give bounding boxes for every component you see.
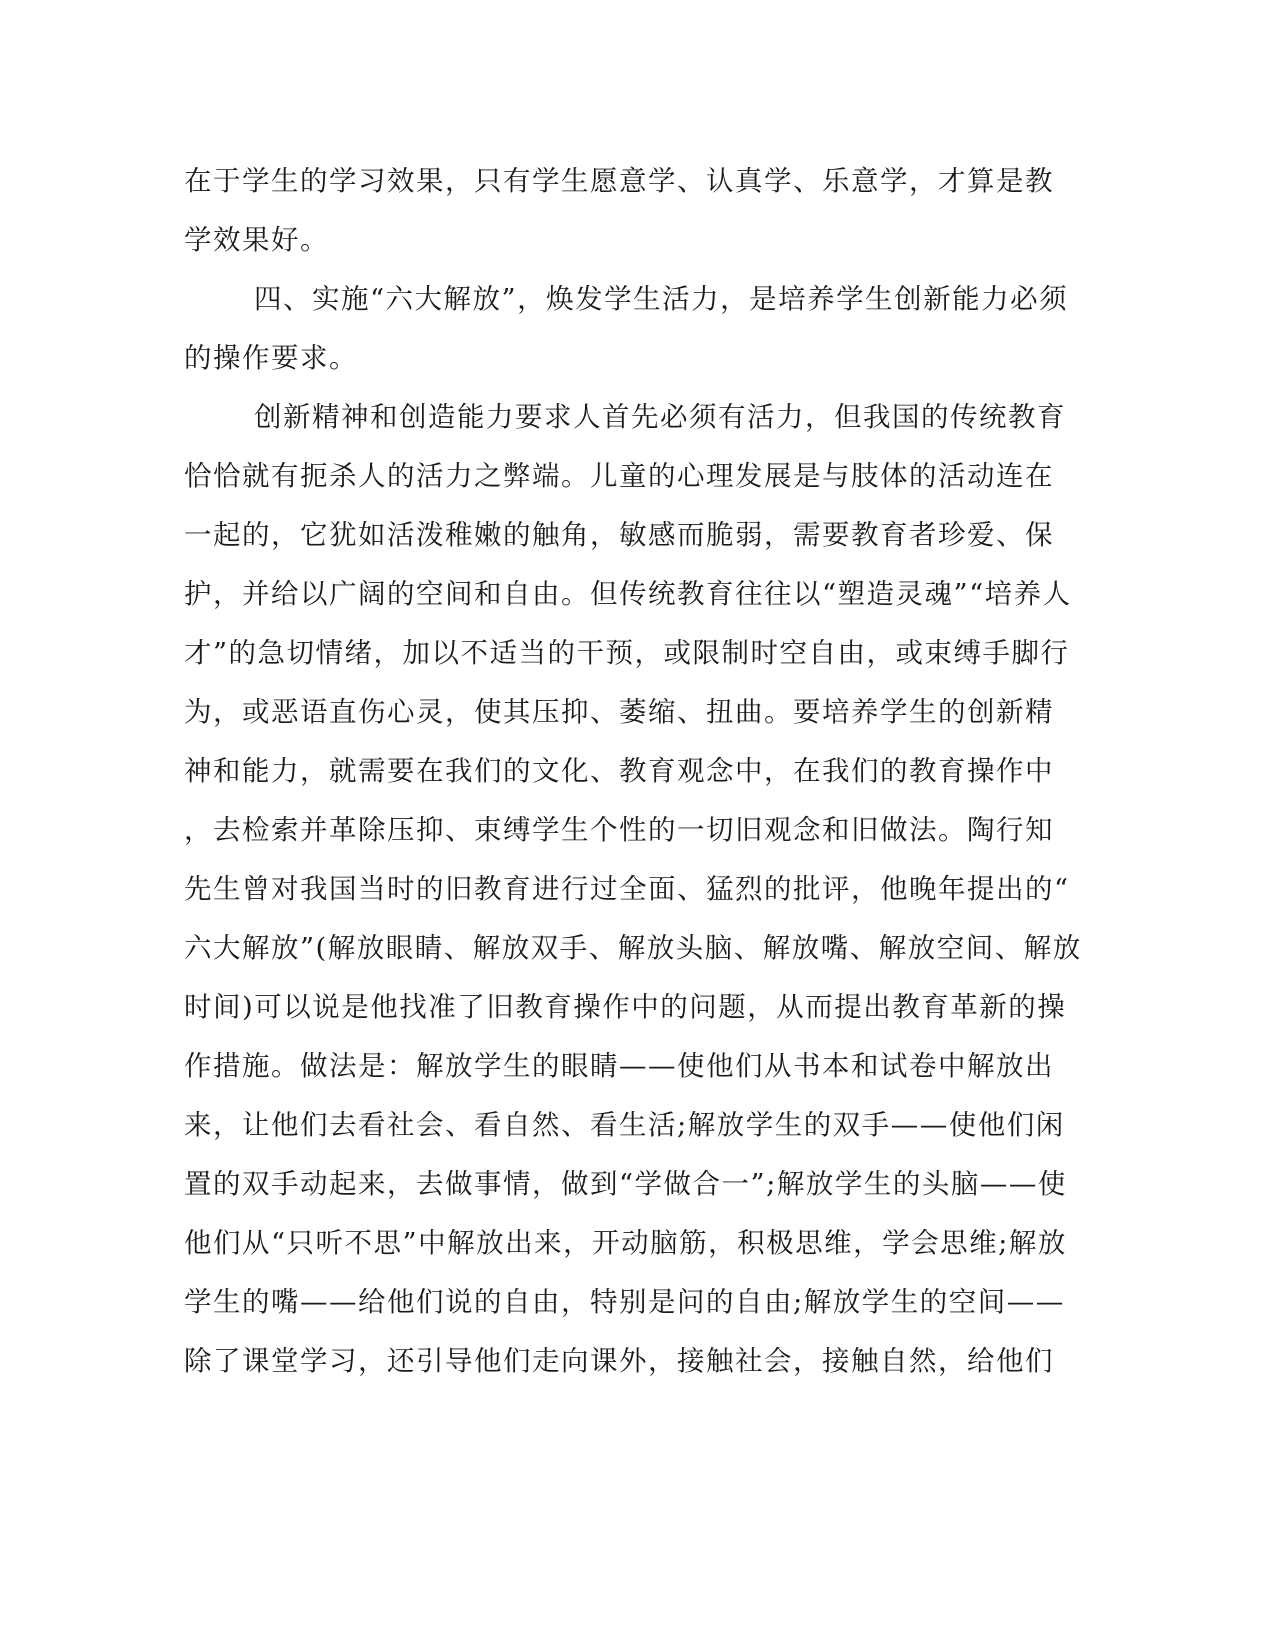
text-line: 四、实施“六大解放”，焕发学生活力，是培养学生创新能力必须 <box>254 283 1069 315</box>
text-line: 除了课堂学习，还引导他们走向课外，接触社会，接触自然，给他们 <box>184 1345 1054 1377</box>
text-line: 在于学生的学习效果，只有学生愿意学、认真学、乐意学，才算是教 <box>184 165 1054 197</box>
text-line: 置的双手动起来，去做事情，做到“学做合一”;解放学生的头脑——使 <box>184 1168 1067 1200</box>
text-line: 时间)可以说是他找准了旧教育操作中的问题，从而提出教育革新的操 <box>184 991 1067 1023</box>
text-line: ，去检索并革除压抑、束缚学生个性的一切旧观念和旧做法。陶行知 <box>184 814 1054 846</box>
text-line: 作措施。做法是：解放学生的眼睛——使他们从书本和试卷中解放出 <box>184 1050 1054 1082</box>
text-line: 来，让他们去看社会、看自然、看生活;解放学生的双手——使他们闲 <box>184 1109 1065 1141</box>
text-line: 六大解放”(解放眼睛、解放双手、解放头脑、解放嘴、解放空间、解放 <box>184 932 1082 964</box>
body-text <box>184 152 1082 1391</box>
text-line: 学生的嘴——给他们说的自由，特别是问的自由;解放学生的空间—— <box>184 1286 1065 1318</box>
text-line: 学效果好。 <box>184 224 329 256</box>
text-line: 创新精神和创造能力要求人首先必须有活力，但我国的传统教育 <box>254 401 1066 433</box>
text-line: 为，或恶语直伤心灵，使其压抑、萎缩、扭曲。要培养学生的创新精 <box>184 696 1054 728</box>
text-line: 他们从“只听不思”中解放出来，开动脑筋，积极思维，学会思维;解放 <box>184 1227 1067 1259</box>
text-line: 的操作要求。 <box>184 342 358 374</box>
text-line: 恰恰就有扼杀人的活力之弊端。儿童的心理发展是与肢体的活动连在 <box>184 460 1054 492</box>
text-line: 先生曾对我国当时的旧教育进行过全面、猛烈的批评，他晚年提出的“ <box>184 873 1070 905</box>
text-line: 神和能力，就需要在我们的文化、教育观念中，在我们的教育操作中 <box>184 755 1054 787</box>
text-line: 护，并给以广阔的空间和自由。但传统教育往往以“塑造灵魂”“培养人 <box>184 578 1072 610</box>
text-line: 才”的急切情绪，加以不适当的干预，或限制时空自由，或束缚手脚行 <box>184 637 1070 669</box>
text-line: 一起的，它犹如活泼稚嫩的触角，敏感而脆弱，需要教育者珍爱、保 <box>184 519 1054 551</box>
